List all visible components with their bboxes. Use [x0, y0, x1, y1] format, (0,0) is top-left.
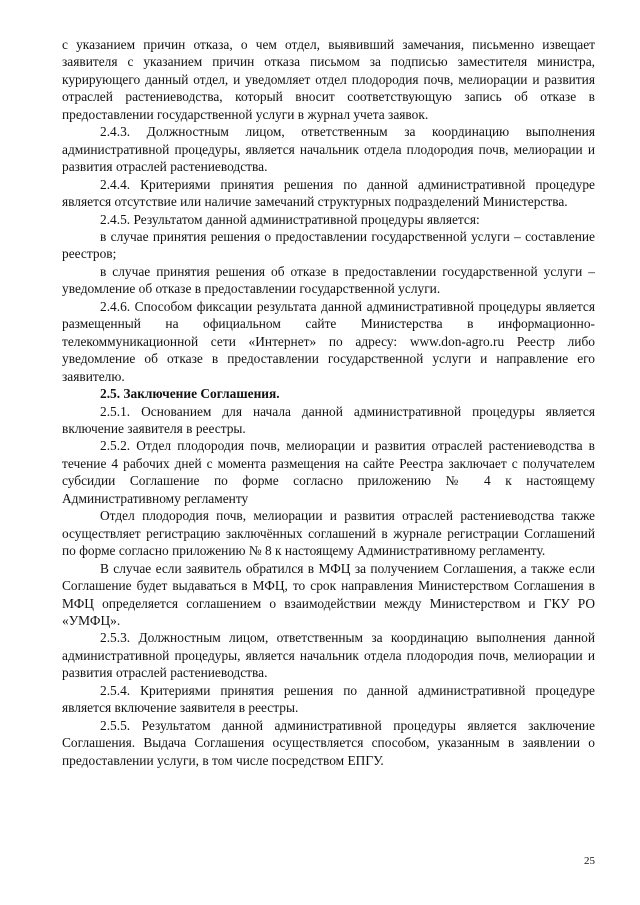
paragraph-2-5-3: 2.5.3. Должностным лицом, ответственным за координацию выполнения данной административной процедуры, является начальник отдела плодородия почв, мелиорации и развития отраслей растениеводства. — [62, 630, 595, 681]
paragraph-2-5-4: 2.5.4. Критериями принятия решения по данной административной процедуре является включение заявителя в реестры. — [62, 682, 595, 716]
paragraph-2-5-2: 2.5.2. Отдел плодородия почв, мелиорации и развития отраслей растениеводства в течение 4 рабочих дней с момента размещения на сайте Реестра заключает с получателем субсидии Соглашение по форме согласно приложению № 4 к настоящему Административному регламенту — [62, 438, 595, 506]
document-body — [62, 36, 595, 769]
paragraph-2-5-5: 2.5.5. Результатом данной административной процедуры является заключение Соглашения. Выдача Соглашения осуществляется способом, указанным в заявлении о предоставлении услуги, в том числе посредством ЕПГУ. — [62, 717, 595, 768]
paragraph-continuation: с указанием причин отказа, о чем отдел, выявивший замечания, письменно извещает заявителя с указанием причин отказа письмом за подписью заместителя министра, курирующего данный отдел, и уведомляет отдел плодородия почв, мелиорации и развития отраслей растениеводства, который вносит соответствующую запись об отказе в предоставлении государственной услуги в журнал учета заявок. — [62, 37, 595, 122]
paragraph-2-5-1: 2.5.1. Основанием для начала данной административной процедуры является включение заявителя в реестры. — [62, 403, 595, 436]
paragraph-2-4-5: 2.4.5. Результатом данной административной процедуры является: — [100, 211, 480, 227]
page-number: 25 — [584, 855, 595, 867]
paragraph-mfc: В случае если заявитель обратился в МФЦ за получением Соглашения, а также если Соглашение будет выдаваться в МФЦ, то срок направления Министерством Соглашения в МФЦ определяется соглашением о взаимодействии между Министерством и ГКУ РО «УМФЦ». — [62, 560, 595, 628]
section-heading-2-5: 2.5. Заключение Соглашения. — [100, 386, 280, 402]
paragraph-2-4-6: 2.4.6. Способом фиксации результата данной административной процедуры является размещенный на официальном сайте Министерства в информационно-телекоммуникационной сети «Интернет» по адресу: www.don-agro.ru Реестр либо уведомление об отказе в предоставлении государственной услуги и направление его заявителю. — [62, 298, 595, 384]
paragraph-registration: Отдел плодородия почв, мелиорации и развития отраслей растениеводства также осуществляет регистрацию заключённых соглашений в журнале регистрации Соглашений по форме согласно приложению № 8 к настоящему Административному регламенту. — [62, 508, 595, 559]
paragraph-2-4-3: 2.4.3. Должностным лицом, ответственным за координацию выполнения административной процедуры, является начальник отдела плодородия почв, мелиорации и развития отраслей растениеводства. — [62, 124, 595, 175]
paragraph-2-4-4: 2.4.4. Критериями принятия решения по данной административной процедуре является отсутствие или наличие замечаний структурных подразделений Министерства. — [62, 176, 595, 210]
paragraph-result-approval: в случае принятия решения о предоставлении государственной услуги – составление реестров; — [62, 228, 595, 262]
paragraph-result-refusal: в случае принятия решения об отказе в предоставлении государственной услуги – уведомление об отказе в предоставлении государственной услуги. — [62, 263, 595, 297]
